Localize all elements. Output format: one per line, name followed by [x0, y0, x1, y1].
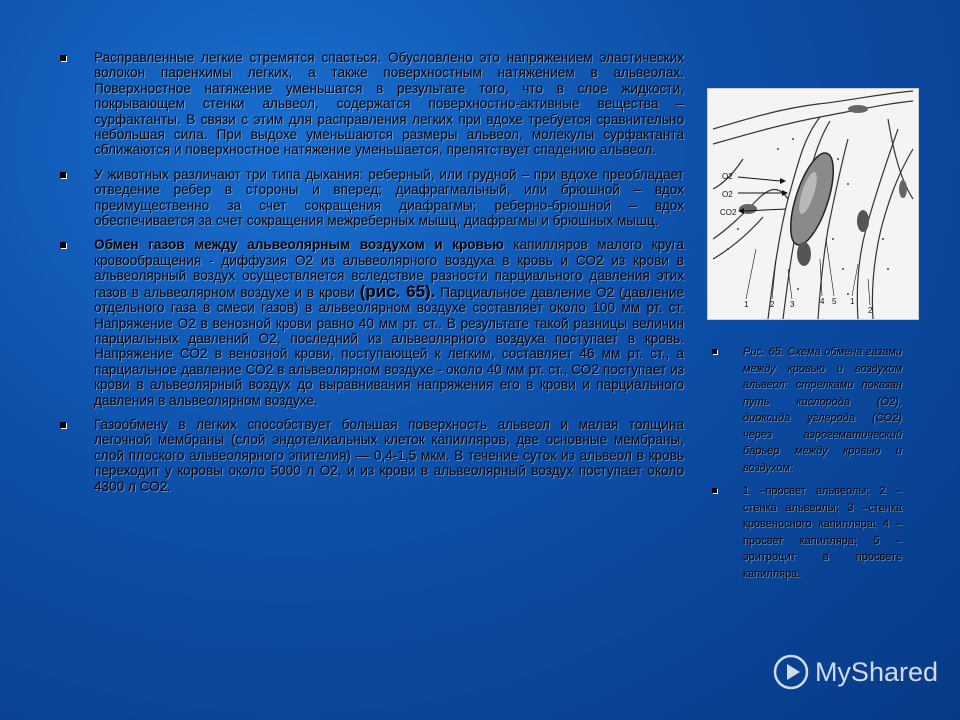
paragraph-text: У животных различают три типа дыхания: реберный, или грудной – при вдохе преобладает отведение ребер в стороны и вперед; диафрагмальный, или брюшной – вдох преимущественно за счет сокращения диафрагмы; реберно-брюшной – вдох обеспечивается за счет сокращения межреберных мышц, диафрагмы и брюшных мышц.	[94, 166, 684, 229]
label-number: 5	[832, 297, 837, 306]
paragraph-text: Расправленные легкие стремятся спасться. Обусловлено это напряжением эластических волокон паренхимы легких, а также поверхностным натяжением в альвеолах. Поверхностное натяжение уменьшатся в результате того, что в слое жидкости, покрывающем стенки альвеол, содержатся поверхностно-активные вещества – сурфактанты. В связи с этим для расправления легких при вдохе требуется сравнительно небольшая сила. При выдохе уменьшаются размеры альвеол, молекулы сурфактанта сближаются и поверхностное натяжение уменьшается, препятствует спадению альвеол.	[94, 50, 684, 158]
label-number: 2	[770, 300, 775, 309]
paragraph-gas-exchange	[58, 237, 684, 407]
figure-caption	[710, 344, 902, 476]
paragraph-membrane	[58, 417, 684, 494]
bullet-icon	[60, 422, 66, 428]
figure-caption-list	[710, 344, 902, 589]
bullet-icon	[60, 55, 66, 61]
label-o2: O2	[722, 190, 733, 199]
label-co2: CO2	[720, 208, 737, 217]
bullet-icon	[712, 488, 717, 493]
paragraph-text: Газообмену в легких способствует большая поверхность альвеол и малая толщина легочной мембраны (слой эндотелиальных клеток капилляров, две основные мембраны, слой плоского альвеолярного эпителия) — 0,4-1,5 мкм. В течение суток из альвеол в кровь переходит у коровы около 5000 л О2, и из крови в альвеолярный воздух поступает около 4300 л СО2.	[94, 416, 684, 494]
label-number: 3	[790, 300, 795, 309]
label-o2: O2	[722, 172, 733, 181]
label-number: 4	[820, 297, 825, 306]
caption-text: Рис. 65. Схема обмена газами между кровью и воздухом альвеол: стрелками показан путь кислорода (О2), диоксида углерода (СО2) через аэрогематический барьер между кровью и воздухом:	[743, 346, 902, 474]
paragraph-breathing-types	[58, 167, 684, 229]
figure-legend	[710, 483, 902, 582]
play-logo-icon	[773, 654, 809, 690]
alveoli-diagram-drawing	[708, 89, 918, 319]
paragraph-text: капилляров малого круга кровообращения - диффузия О2 из альвеолярного воздуха в кровь и СО2 из крови в альвеолярный воздух осуществляется вследствие разности парциального давления этих газов в альвеолярном воздухе и в крови	[94, 237, 684, 300]
paragraph-surfactant	[58, 50, 684, 158]
bullet-icon	[712, 349, 717, 354]
paragraph-text: Парциальное давление О2 (давление отдельного газа в смеси газов) в альвеолярном воздухе составляет около 100 мм рт. ст. Напряжение О2 в венозной крови равно 40 мм рт. ст.. В результате такой разницы величин парциальных давлений О2, последний из альвеолярного воздуха поступает в кровь. Напряжение СО2 в венозной крови, поступающей к легким, составляет 46 мм рт. ст., а парциальное давление СО2 в альвеолярном воздухе - около 40 мм рт. ст., СО2 поступает из крови в альвеолярный воздух до выравнивания напряжения его в крови и парциального давления в альвеолярном воздухе.	[94, 284, 684, 408]
main-text-list	[58, 50, 684, 503]
label-number: 1	[744, 300, 749, 309]
label-number: 2	[868, 306, 873, 315]
bullet-icon	[60, 172, 66, 178]
label-number: 1	[850, 297, 855, 306]
figure-reference: (рис. 65).	[359, 281, 436, 301]
bullet-icon	[60, 242, 66, 248]
paragraph-bold-lead: Обмен газов между альвеолярным воздухом и кровью	[94, 237, 504, 253]
watermark-text: MyShared	[814, 656, 938, 687]
legend-text: 1 –просвет альвеолы; 2 –стенка альвеолы; 3 –стенка кровеносного капилляра; 4 – просвет капилляра; 5 –эритроцит в просвете капилляра.	[743, 485, 902, 580]
myshared-watermark	[773, 654, 938, 690]
alveoli-diagram	[707, 88, 919, 320]
